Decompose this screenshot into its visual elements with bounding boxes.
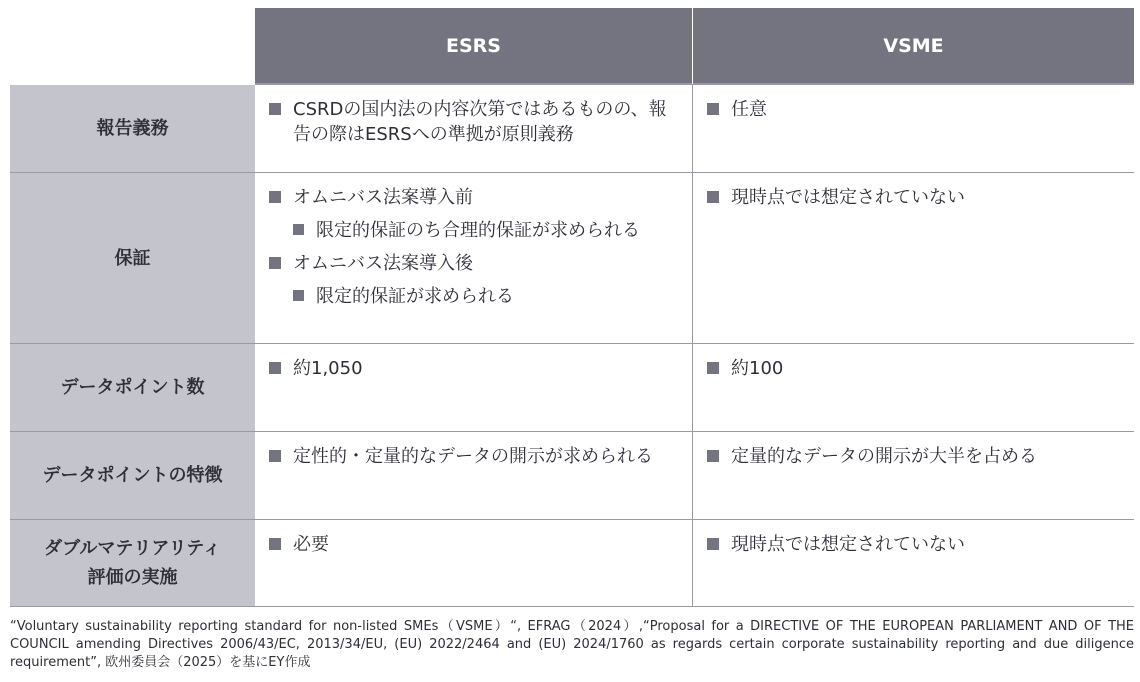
- square-bullet-icon: [293, 290, 304, 301]
- esrs-datapoint-characteristics-cell: [255, 432, 693, 520]
- esrs-datapoint-count-cell: [255, 344, 693, 432]
- item-text: オムニバス法案導入後: [293, 253, 473, 274]
- esrs-double-materiality-cell: [255, 520, 693, 607]
- item-text: 任意: [731, 99, 767, 120]
- list-item: [707, 185, 1124, 210]
- column-header-esrs: ESRS: [255, 8, 693, 85]
- list-item: [269, 532, 682, 557]
- item-text: 約1,050: [293, 358, 363, 379]
- comparison-table: [10, 8, 1134, 607]
- row-header-line: 評価の実施: [87, 567, 178, 588]
- row-header-reporting-obligation: 報告義務: [10, 85, 255, 173]
- list-item: [707, 532, 1124, 557]
- square-bullet-icon: [707, 362, 719, 374]
- sub-list-item: [293, 218, 682, 243]
- row-header-datapoint-count: データポイント数: [10, 344, 255, 432]
- row-header-double-materiality: [10, 520, 255, 607]
- esrs-reporting-obligation-cell: [255, 85, 693, 173]
- vsme-datapoint-count-cell: [693, 344, 1134, 432]
- column-header-vsme: VSME: [693, 8, 1134, 85]
- item-text: 限定的保証が求められる: [316, 286, 514, 307]
- item-text: 現時点では想定されていない: [731, 534, 965, 555]
- square-bullet-icon: [707, 538, 719, 550]
- square-bullet-icon: [269, 538, 281, 550]
- vsme-double-materiality-cell: [693, 520, 1134, 607]
- square-bullet-icon: [269, 103, 281, 115]
- item-text: CSRDの国内法の内容次第ではあるものの、報告の際はESRSへの準拠が原則義務: [293, 99, 667, 145]
- row-header-assurance: 保証: [10, 173, 255, 344]
- square-bullet-icon: [707, 450, 719, 462]
- table-corner: [10, 8, 255, 85]
- square-bullet-icon: [269, 191, 281, 203]
- item-text: 定量的なデータの開示が大半を占める: [731, 446, 1037, 467]
- square-bullet-icon: [269, 257, 281, 269]
- square-bullet-icon: [707, 191, 719, 203]
- list-item: [707, 444, 1124, 469]
- list-item: [269, 251, 682, 276]
- list-item: [707, 356, 1124, 381]
- square-bullet-icon: [269, 450, 281, 462]
- source-footnote: “Voluntary sustainability reporting standard for non-listed SMEs（VSME）“, EFRAG（2024）,“Proposal for a DIRECTIVE OF THE EUROPEAN PARLIAMENT AND OF THE COUNCIL amending Directives 2006/43/EC, 2013/34/EU, (EU) 2022/2464 and (EU) 2024/1760 as regards certain corporate sustainability reporting and due diligence requirement”, 欧州委員会（2025）を基にEY作成: [10, 619, 1134, 670]
- vsme-reporting-obligation-cell: [693, 85, 1134, 173]
- square-bullet-icon: [269, 362, 281, 374]
- list-item: [269, 356, 682, 381]
- sub-list-item: [293, 284, 682, 309]
- square-bullet-icon: [707, 103, 719, 115]
- item-text: 現時点では想定されていない: [731, 187, 965, 208]
- list-item: [269, 185, 682, 210]
- row-header-datapoint-characteristics: データポイントの特徴: [10, 432, 255, 520]
- item-text: 定性的・定量的なデータの開示が求められる: [293, 446, 653, 467]
- item-text: 約100: [731, 358, 784, 379]
- list-item: [269, 97, 682, 147]
- list-item: [707, 97, 1124, 122]
- list-item: [269, 444, 682, 469]
- row-header-line: ダブルマテリアリティ: [44, 538, 221, 559]
- item-text: オムニバス法案導入前: [293, 187, 473, 208]
- item-text: 必要: [293, 534, 329, 555]
- item-text: 限定的保証のち合理的保証が求められる: [316, 220, 640, 241]
- esrs-assurance-cell: [255, 173, 693, 344]
- square-bullet-icon: [293, 224, 304, 235]
- vsme-datapoint-characteristics-cell: [693, 432, 1134, 520]
- vsme-assurance-cell: [693, 173, 1134, 344]
